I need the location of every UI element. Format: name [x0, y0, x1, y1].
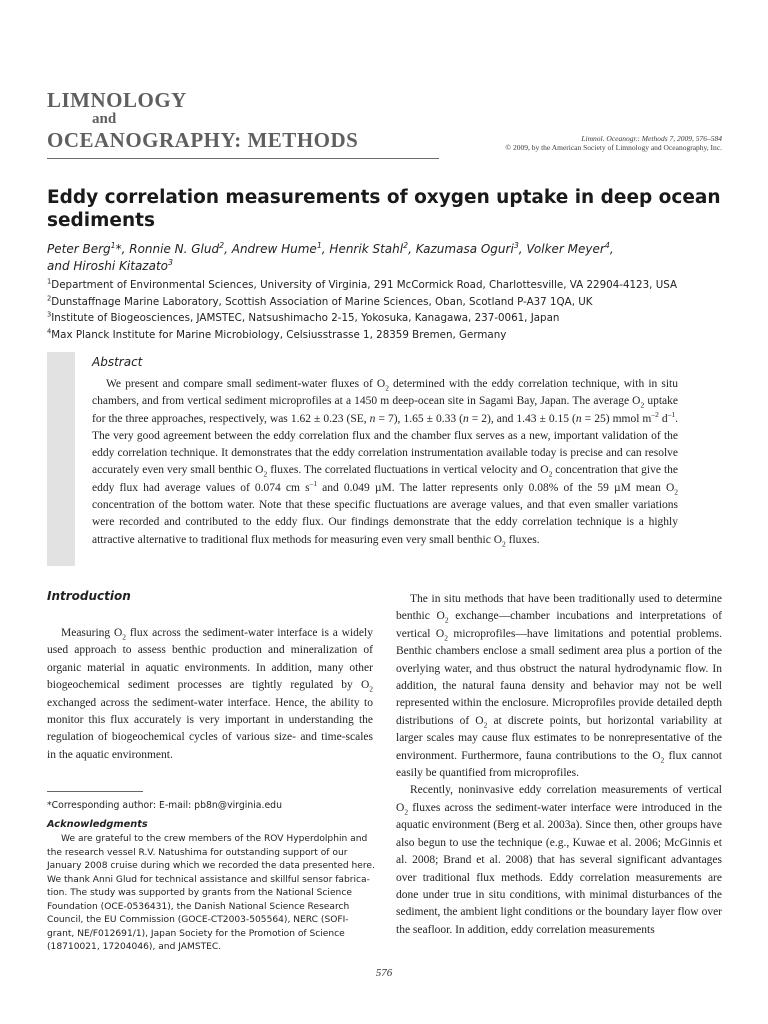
author: Volker Meyer$^4$,	[526, 241, 614, 256]
affiliation: $^3$Institute of Biogeosciences, JAMSTEC, Natsushimacho 2-15, Yokosuka, Kanagawa, 237-0061, Japan	[47, 310, 560, 324]
citation-block	[505, 134, 722, 152]
abstract-text: We present and compare small sediment-water fluxes of $O_2$ determined with the eddy correlation technique, with in situ chambers, and from vertical sediment microprofiles at a 1450 m deep-ocean site in Sagami Bay, Japan. The average $O_2$ uptake for the three approaches, respectively, was 1.62 ± 0.23 (SE, n = 7), 1.65 ± 0.33 (n = 2), and 1.43 ± 0.15 (n = 25) mmol $m^{-2}$ $d^{-1}$. The very good agreement between the eddy correlation flux and the chamber flux serves as a new, important validation of the eddy correlation technique. It demonstrates that the eddy correlation instrumentation available today is precise and can resolve accurately even very small benthic $O_2$ fluxes. The correlated fluctuations in vertical velocity and $O_2$ concentration that give the eddy flux had average values of 0.074 cm $s^{-1}$ and 0.049 µM. The latter represents only 0.08% of the 59 µM mean $O_2$ concentration of the bottom water. Note that these specific fluctuations are average values, and that even smaller variations were recorded and contributed to the eddy flux. Our findings demonstrate that the eddy correlation technique is a highly attractive alternative to traditional flux methods for measuring even very small benthic $O_2$ fluxes.	[92, 378, 679, 548]
intro-paragraph-2: The in situ methods that have been traditionally used to determine benthic $O_2$ exchange—chamber incubations and interpretations of vertical $O_2$ microprofiles—have limitations and potential problems. Benthic chambers enclose a small sediment area plus a portion of the overlying water, and thus obstruct the natural hydrodynamic flow. In addition, the natural fauna density and behavior may not be well represented within the enclosure. Microprofiles provide detailed depth distributions of $O_2$ at discrete points, but horizontal variability at larger scales may cause flux estimates to be nonrepresentative of the environment. Furthermore, fauna contributions to the $O_2$ flux cannot easily be quantified from microprofiles.	[396, 593, 723, 780]
footnote-rule	[47, 791, 143, 792]
article-title: Eddy correlation measurements of oxygen uptake in deep ocean sediments	[47, 187, 721, 231]
author-list	[47, 241, 727, 275]
left-column	[47, 589, 373, 764]
journal-title-line2: and	[92, 111, 117, 127]
affiliation: $^1$Department of Environmental Sciences, University of Virginia, 291 McCormick Road, Charlottesville, VA 22904-4123, USA	[47, 277, 678, 291]
citation-line: Limnol. Oceanogr.: Methods 7, 2009, 576–584	[581, 134, 722, 143]
page-number: 576	[375, 967, 393, 979]
right-column	[396, 591, 722, 939]
acknowledgments-heading: Acknowledgments	[47, 819, 148, 830]
author: and Hiroshi Kitazato$^3$	[47, 258, 173, 273]
journal-masthead	[47, 88, 447, 152]
introduction-heading: Introduction	[47, 589, 131, 603]
author: Peter Berg$^1$*,	[47, 241, 130, 256]
acknowledgments-text: We are grateful to the crew members of the ROV Hyperdolphin and the research vessel R.V. Natushima for outstanding support of our January 2008 cruise during which we recorded the data presented here. We thank Anni Glud for technical assistance and skillful sensor fabrica- tion. The study was supported by grants from the National Science Foundation (OCE-0536431), the Danish National Science Research Council, the EU Commission (GOCE-CT2003-505564), NERC (SOFI- grant, NE/F012691/1), Japan Society for the Promotion of Science (18710021, 17204046), and JAMSTEC.	[47, 834, 375, 952]
author: Andrew Hume$^1$,	[231, 241, 330, 256]
author: Ronnie N. Glud$^2$,	[129, 241, 232, 256]
affiliation-list	[47, 277, 737, 343]
affiliation: $^4$Max Planck Institute for Marine Microbiology, Celsiusstrasse 1, 28359 Bremen, Germany	[47, 327, 507, 341]
copyright-line: © 2009, by the American Society of Limnology and Oceanography, Inc.	[505, 143, 722, 152]
journal-title-line3: OCEANOGRAPHY: METHODS	[47, 128, 359, 152]
intro-paragraph-1: Measuring $O_2$ flux across the sediment-water interface is a widely used approach to assess benthic production and mineralization of organic material in aquatic environments. In addition, many other biogeochemical sediment processes are tightly regulated by $O_2$ exchanged across the sediment-water interface. Hence, the ability to monitor this flux accurately is very important in understanding the regulation of biogeochemical cycles of various size- and time-scales in the aquatic environment.	[47, 627, 373, 761]
masthead-rule	[47, 158, 439, 159]
journal-title-line1: LIMNOLOGY	[47, 88, 187, 112]
abstract-heading: Abstract	[92, 355, 143, 369]
abstract-side-bar	[47, 352, 75, 566]
author: Henrik Stahl$^2$,	[329, 241, 416, 256]
intro-paragraph-3: Recently, noninvasive eddy correlation measurements of vertical $O_2$ fluxes across the sediment-water interface were introduced in the aquatic environment (Berg et al. 2003a). Since then, other groups have also begun to use the technique (e.g., Kuwae et al. 2006; McGinnis et al. 2008; Brand et al. 2008) that has several significant advantages over traditional flux methods. Eddy correlation measurements are done under true in situ conditions, with minimal disturbances of the sediment, the ambient light conditions or the boundary layer flow over the seafloor. In addition, eddy correlation measurements	[396, 784, 722, 936]
corresponding-author-footnote: *Corresponding author: E-mail: pb8n@virginia.edu	[47, 800, 282, 811]
author: Kazumasa Oguri$^3$,	[415, 241, 527, 256]
affiliation: $^2$Dunstaffnage Marine Laboratory, Scottish Association of Marine Sciences, Oban, Scotland P-A37 1QA, UK	[47, 294, 593, 308]
